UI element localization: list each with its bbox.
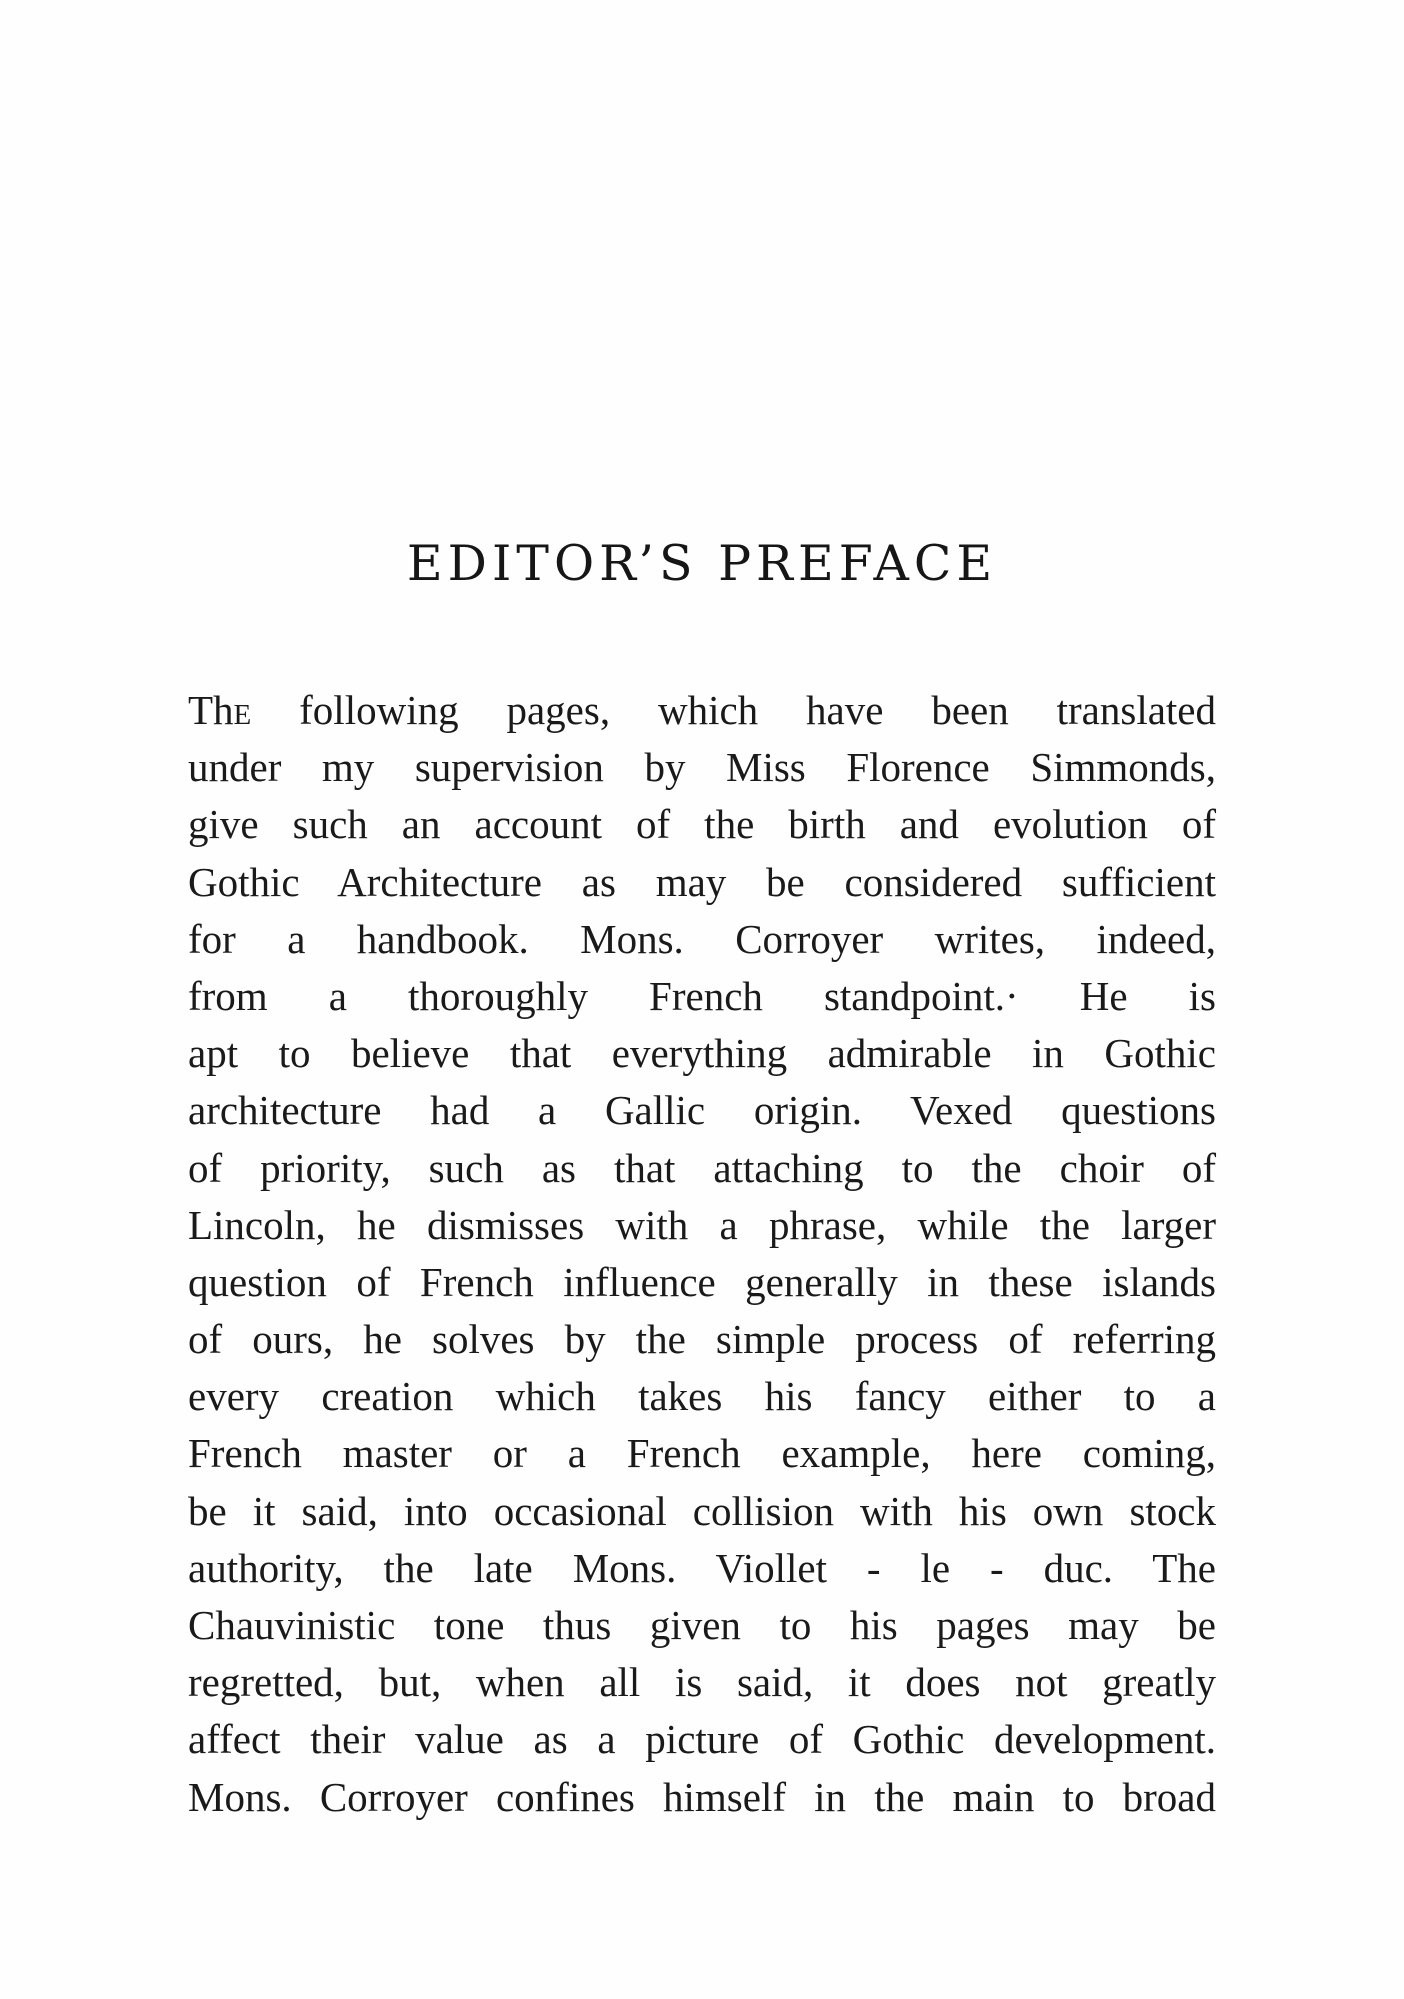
text-line: of priority, such as that attaching to the choir of (188, 1144, 1216, 1191)
first-line-rest: following pages, which have been translated (251, 687, 1216, 733)
text-line: Mons. Corroyer confines himself in the main to broad (188, 1773, 1216, 1820)
text-line: for a handbook. Mons. Corroyer writes, indeed, (188, 915, 1216, 962)
lead-word-rest: e (233, 687, 252, 733)
text-line: architecture had a Gallic origin. Vexed questions (188, 1087, 1216, 1134)
text-line: every creation which takes his fancy either to a (188, 1373, 1216, 1420)
text-line: from a thoroughly French standpoint.· He is (188, 972, 1216, 1019)
text-line: Gothic Architecture as may be considered sufficient (188, 858, 1216, 905)
text-line: be it said, into occasional collision with his own stock (188, 1487, 1216, 1534)
text-line-1 (188, 682, 1216, 739)
preface-paragraph (188, 682, 1216, 1826)
text-line: under my supervision by Miss Florence Simmonds, (188, 744, 1216, 791)
text-line: Lincoln, he dismisses with a phrase, while the larger (188, 1201, 1216, 1248)
text-line: Chauvinistic tone thus given to his pages may be (188, 1602, 1216, 1648)
text-line: regretted, but, when all is said, it does not greatly (188, 1659, 1216, 1706)
lead-word-initial: Th (188, 687, 234, 733)
text-line: apt to believe that everything admirable in Gothic (188, 1030, 1216, 1077)
text-line: authority, the late Mons. Viollet - le - duc. The (188, 1544, 1216, 1591)
page-title: EDITOR’S PREFACE (406, 535, 998, 592)
text-line: French master or a French example, here coming, (188, 1430, 1216, 1477)
text-line: of ours, he solves by the simple process of referring (188, 1316, 1216, 1363)
text-line: affect their value as a picture of Gothic development. (188, 1716, 1216, 1763)
text-line: question of French influence generally in these islands (188, 1258, 1216, 1305)
text-line: give such an account of the birth and evolution of (188, 801, 1216, 848)
